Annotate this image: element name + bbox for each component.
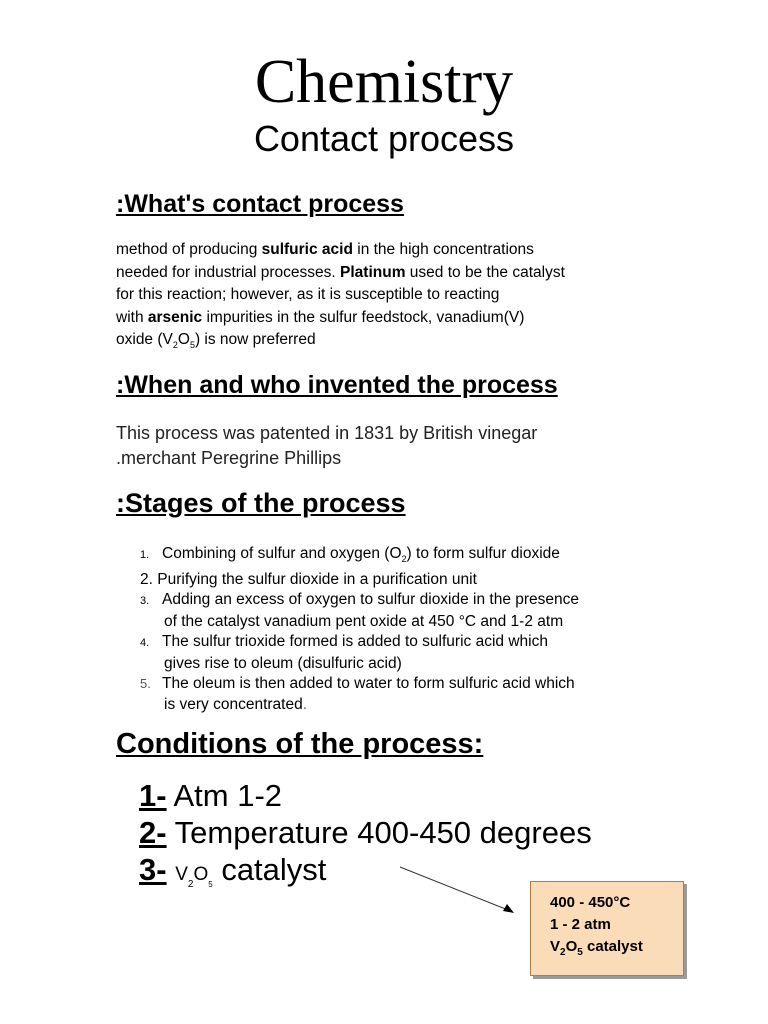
stage-item-5-cont: is very concentrated.	[164, 695, 308, 713]
stage-item-5: 5. The oleum is then added to water to form sulfuric acid which	[140, 675, 575, 693]
callout-arrow	[390, 860, 530, 920]
section2-paragraph	[116, 421, 537, 471]
stage-item-4: 4. The sulfur trioxide formed is added to sulfuric acid which	[140, 633, 548, 651]
stage-item-2: 2. Purifying the sulfur dioxide in a purification unit	[140, 570, 477, 588]
section1-paragraph	[116, 239, 565, 357]
callout-line-catalyst: $V_2O_5$ catalyst	[550, 938, 643, 958]
callout-line-temperature: 400 - 450°C	[550, 894, 631, 911]
page-title: Chemistry	[254, 48, 514, 116]
condition-2: 2- Temperature 400-450 degrees	[139, 815, 592, 850]
section1-line-1: method of producing sulfuric acid in the high concentrations	[116, 241, 534, 258]
condition-1: 1- Atm 1-2	[139, 778, 283, 813]
page-subtitle: Contact process	[253, 118, 515, 159]
section2-line1: This process was patented in 1831 by British vinegar	[116, 423, 538, 443]
stage-item-4-cont: gives rise to oleum (disulfuric acid)	[164, 654, 402, 672]
stage-item-3: 3. Adding an excess of oxygen to sulfur dioxide in the presence	[140, 591, 580, 609]
conditions-callout-box	[530, 881, 684, 976]
callout-line-pressure: 1 - 2 atm	[550, 916, 611, 933]
section-heading-when: :When and who invented the process	[116, 371, 558, 399]
section1-line5: oxide $(V_2O_5)$ is now preferred	[116, 331, 316, 351]
section1-line-3: for this reaction; however, as it is susceptible to reacting	[116, 286, 500, 303]
section2-line2: .merchant Peregrine Phillips	[116, 448, 342, 468]
section1-line-2: needed for industrial processes. Platinum used to be the catalyst	[116, 263, 565, 281]
section-heading-conditions: Conditions of the process:	[116, 728, 484, 760]
section-heading-what: :What's contact process	[116, 190, 404, 218]
stages-list	[140, 544, 579, 715]
section1-line-4: with arsenic impurities in the sulfur feedstock, vanadium(V)	[116, 308, 525, 326]
section-heading-stages: :Stages of the process	[116, 488, 406, 518]
stage-item-3-cont: of the catalyst vanadium pent oxide at 450 °C and 1-2 atm	[164, 612, 564, 630]
condition-3: 3- $V_2O_5$ catalyst	[139, 852, 327, 891]
stage-item-1: 1. Combining of sulfur and oxygen $(O_2)$ to form sulfur dioxide	[140, 545, 560, 565]
section1-lines	[116, 239, 565, 329]
